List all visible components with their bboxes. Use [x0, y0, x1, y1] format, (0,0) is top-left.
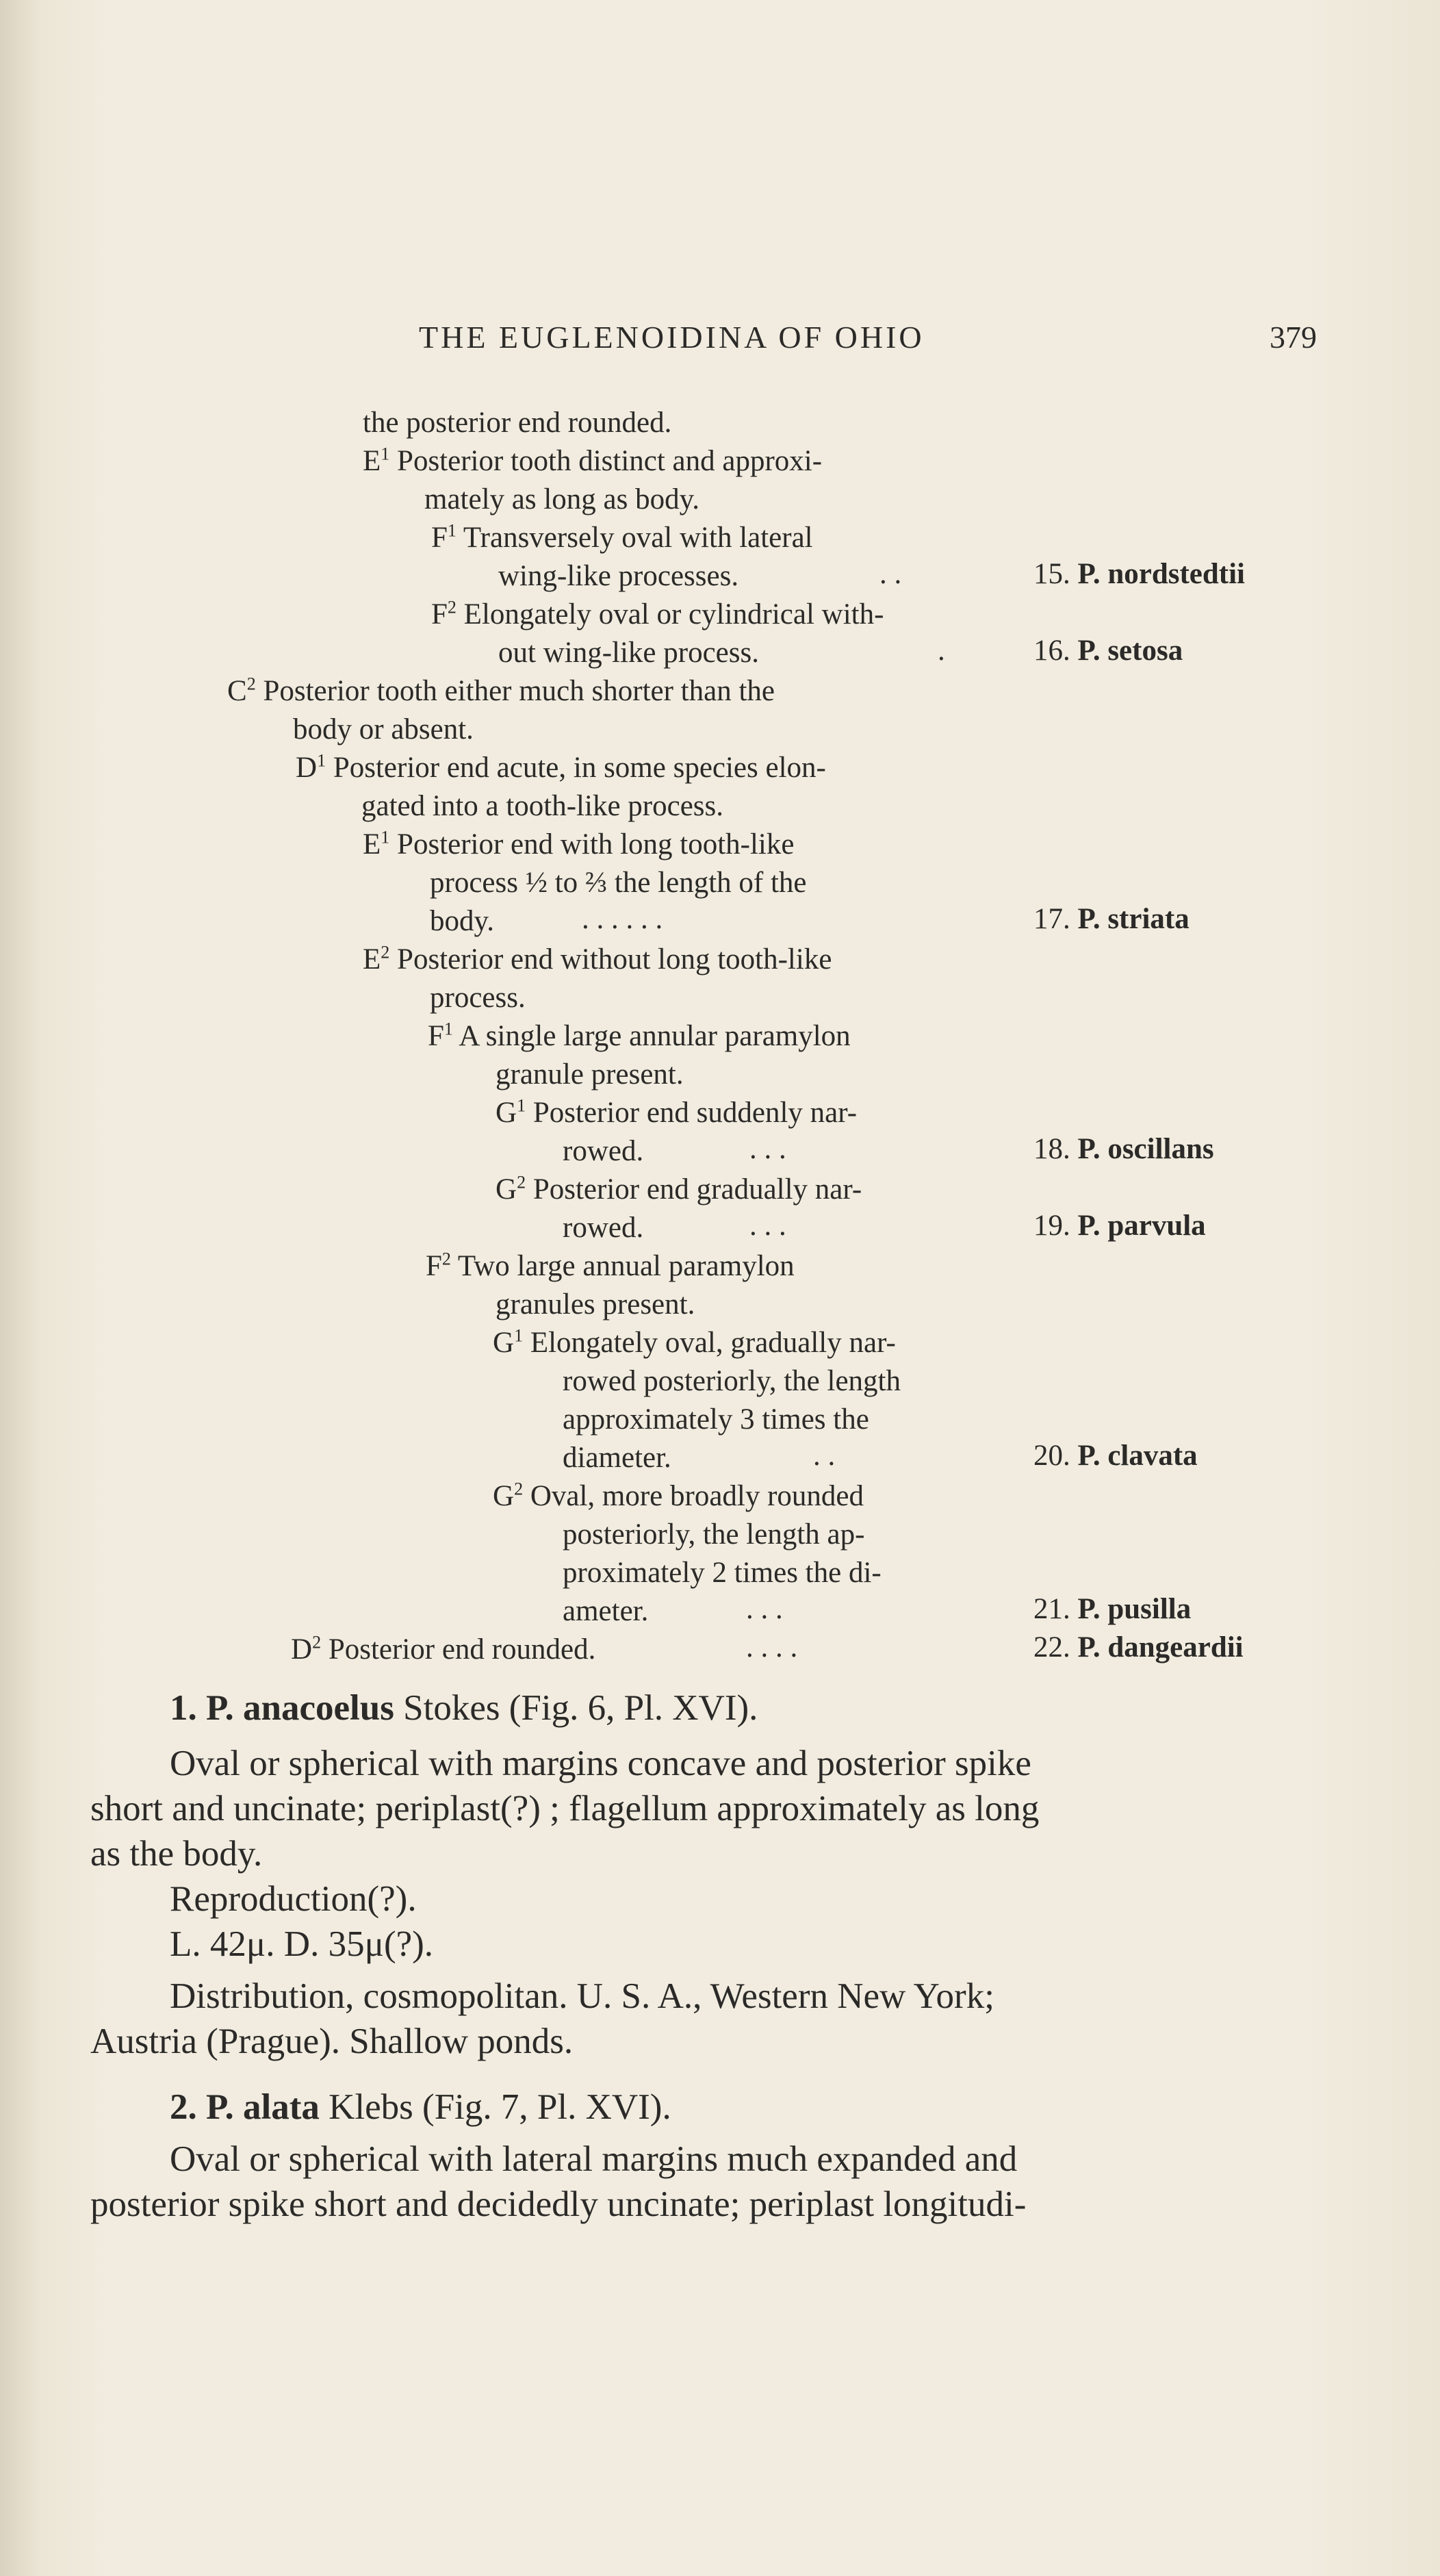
result-number: 22.	[1033, 1631, 1070, 1663]
key-line: gated into a tooth-like process.	[361, 790, 723, 822]
leader-dots: . . .	[746, 1593, 783, 1625]
key-line	[227, 672, 775, 711]
result-number: 18.	[1033, 1133, 1070, 1165]
key-mark: D	[291, 1633, 313, 1666]
key-result	[1033, 634, 1183, 667]
key-text: Posterior end without long tooth-like	[397, 943, 832, 975]
result-number: 16.	[1033, 635, 1070, 667]
key-mark-sup: 1	[517, 1095, 526, 1116]
key-mark-sup: 1	[447, 520, 457, 541]
key-line: the posterior end rounded.	[363, 407, 672, 439]
leader-dots: . . . .	[746, 1631, 798, 1663]
key-line: body.	[430, 905, 494, 937]
key-line: diameter.	[563, 1442, 671, 1474]
key-text: Elongately oval or cylindrical with-	[463, 598, 884, 630]
key-line: granule present.	[496, 1058, 684, 1091]
key-line: mately as long as body.	[424, 483, 700, 515]
key-mark-sup: 1	[381, 827, 390, 847]
key-text: Posterior end with long tooth-like	[397, 828, 795, 860]
key-line	[496, 1171, 862, 1209]
key-mark-sup: 2	[447, 597, 457, 617]
running-header: THE EUGLENOIDINA OF OHIO	[419, 320, 925, 355]
key-line	[363, 826, 794, 864]
result-species: P. dangeardii	[1077, 1631, 1244, 1663]
result-number: 21.	[1033, 1593, 1070, 1625]
body-line: Reproduction(?).	[170, 1879, 417, 1919]
key-mark-sup: 2	[441, 1249, 451, 1269]
key-mark: G	[493, 1327, 515, 1359]
key-line	[493, 1324, 896, 1362]
key-mark-sup: 1	[381, 444, 390, 464]
key-line: approximately 3 times the	[563, 1403, 869, 1436]
key-mark-sup: 1	[514, 1325, 524, 1346]
leader-dots: . . .	[749, 1210, 786, 1242]
key-mark: E	[363, 943, 381, 975]
key-text: Posterior tooth either much shorter than the	[263, 675, 775, 707]
key-line	[426, 1247, 795, 1286]
key-line: process.	[430, 982, 526, 1014]
key-result	[1033, 1592, 1191, 1626]
key-mark: F	[428, 1020, 444, 1052]
leader-dots: . . . . . .	[582, 903, 663, 935]
key-mark-sup: 2	[312, 1632, 322, 1653]
key-mark: F	[431, 522, 448, 554]
key-mark: F	[426, 1250, 442, 1282]
key-line: wing-like processes.	[498, 560, 739, 592]
result-number: 20.	[1033, 1440, 1070, 1472]
key-result	[1033, 1631, 1244, 1664]
key-line	[496, 1094, 857, 1132]
species-name: P. anacoelus	[206, 1688, 394, 1728]
species-number: 2.	[170, 2087, 197, 2127]
key-line: body or absent.	[293, 713, 474, 745]
key-line	[431, 519, 813, 557]
species-citation: Klebs (Fig. 7, Pl. XVI).	[329, 2087, 671, 2127]
body-line: Distribution, cosmopolitan. U. S. A., Western New York;	[170, 1976, 994, 2016]
key-mark-sup: 2	[246, 674, 256, 694]
result-number: 15.	[1033, 558, 1070, 590]
key-mark: G	[493, 1480, 515, 1512]
key-text: Posterior end gradually nar-	[532, 1173, 862, 1206]
key-mark-sup: 2	[381, 942, 390, 962]
key-line: proximately 2 times the di-	[563, 1557, 882, 1589]
result-species: P. parvula	[1077, 1210, 1206, 1242]
result-species: P. setosa	[1077, 635, 1183, 667]
key-mark: F	[431, 598, 448, 630]
body-line: short and uncinate; periplast(?) ; flagellum approximately as long	[90, 1789, 1040, 1828]
species-heading	[170, 2087, 671, 2128]
key-mark: G	[496, 1173, 517, 1206]
body-line: as the body.	[90, 1834, 263, 1874]
result-number: 19.	[1033, 1210, 1070, 1242]
species-citation: Stokes (Fig. 6, Pl. XVI).	[403, 1688, 758, 1728]
key-line	[363, 941, 832, 979]
page-number: 379	[1270, 320, 1317, 355]
key-line	[363, 442, 822, 481]
key-mark-sup: 1	[443, 1019, 453, 1039]
key-mark-sup: 2	[514, 1479, 524, 1499]
key-line: out wing-like process.	[498, 637, 759, 669]
key-mark: E	[363, 828, 381, 860]
key-result	[1033, 902, 1190, 936]
species-name: P. alata	[206, 2087, 320, 2127]
key-result	[1033, 1209, 1206, 1242]
result-species: P. oscillans	[1077, 1133, 1214, 1165]
key-mark: E	[363, 445, 381, 477]
body-line: posterior spike short and decidedly uncinate; periplast longitudi-	[90, 2184, 1027, 2224]
leader-dots: . .	[879, 558, 902, 590]
result-species: P. nordstedtii	[1077, 558, 1245, 590]
key-text: Elongately oval, gradually nar-	[530, 1327, 896, 1359]
key-text: Oval, more broadly rounded	[530, 1480, 864, 1512]
key-mark: C	[227, 675, 247, 707]
key-line	[291, 1631, 595, 1669]
body-line: Oval or spherical with lateral margins much expanded and	[170, 2139, 1018, 2179]
key-line: posteriorly, the length ap-	[563, 1518, 865, 1551]
key-mark: D	[296, 752, 318, 784]
key-text: Posterior end acute, in some species elon-	[333, 752, 826, 784]
key-text: Posterior end suddenly nar-	[532, 1097, 858, 1129]
key-result	[1033, 1439, 1198, 1472]
key-mark-sup: 1	[317, 750, 326, 771]
key-line: rowed.	[563, 1135, 644, 1167]
body-line: Austria (Prague). Shallow ponds.	[90, 2022, 574, 2061]
key-line	[428, 1017, 851, 1056]
key-line: process ½ to ⅔ the length of the	[430, 867, 807, 899]
key-text: Posterior end rounded.	[328, 1633, 596, 1666]
key-line	[493, 1477, 864, 1516]
key-mark: G	[496, 1097, 517, 1129]
key-result	[1033, 557, 1245, 591]
key-line: rowed.	[563, 1212, 644, 1244]
key-mark-sup: 2	[517, 1172, 526, 1193]
result-species: P. clavata	[1077, 1440, 1198, 1472]
key-line: ameter.	[563, 1595, 649, 1627]
key-text: A single large annular paramylon	[459, 1020, 851, 1052]
leader-dots: .	[938, 635, 945, 667]
key-result	[1033, 1132, 1214, 1166]
key-line	[431, 596, 884, 634]
key-text: Two large annual paramylon	[457, 1250, 795, 1282]
leader-dots: . .	[813, 1440, 836, 1472]
species-heading	[170, 1687, 758, 1729]
key-line: rowed posteriorly, the length	[563, 1365, 901, 1397]
result-species: P. pusilla	[1077, 1593, 1192, 1625]
key-text: Posterior tooth distinct and approxi-	[397, 445, 823, 477]
leader-dots: . . .	[749, 1133, 786, 1165]
body-line: Oval or spherical with margins concave and posterior spike	[170, 1744, 1031, 1783]
key-line	[296, 749, 826, 787]
result-number: 17.	[1033, 903, 1070, 935]
key-text: Transversely oval with lateral	[463, 522, 813, 554]
body-line: L. 42μ. D. 35μ(?).	[170, 1924, 434, 1964]
result-species: P. striata	[1077, 903, 1190, 935]
key-line: granules present.	[496, 1288, 695, 1321]
species-number: 1.	[170, 1688, 197, 1728]
